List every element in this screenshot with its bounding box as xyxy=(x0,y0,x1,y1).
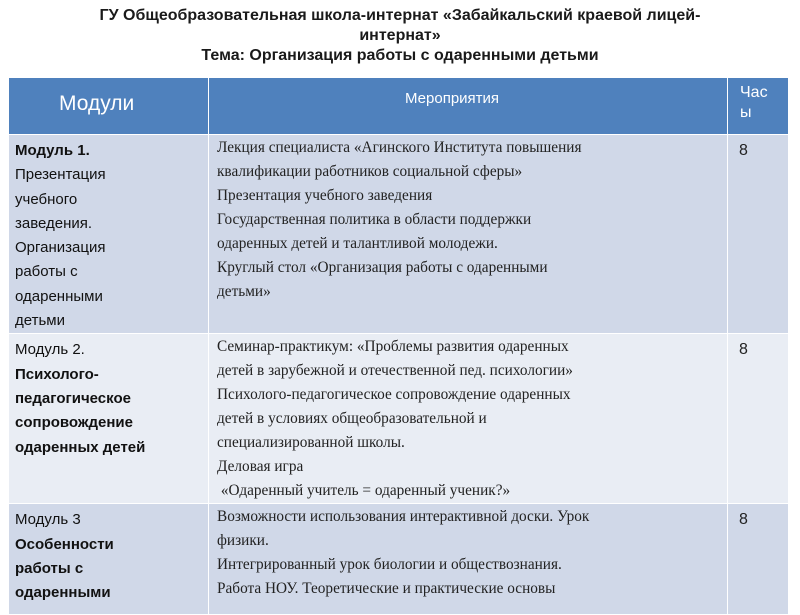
events-cell xyxy=(209,334,728,504)
module-line: сопровождение xyxy=(15,414,134,432)
hours-cell xyxy=(728,504,789,615)
module-cell xyxy=(9,334,209,504)
event-line: Государственная политика в области поддержки xyxy=(217,211,532,228)
module-label: Модуль 2. xyxy=(15,341,85,359)
event-line: Круглый стол «Организация работы с одаренными xyxy=(217,259,548,276)
event-line: Возможности использования интерактивной доски. Урок xyxy=(217,508,590,526)
table-row xyxy=(9,334,789,504)
modules-table xyxy=(8,77,789,615)
event-line: квалификации работников социальной сферы» xyxy=(217,163,523,180)
module-line: педагогическое xyxy=(15,389,131,407)
title-line-2: интернат» xyxy=(359,27,441,44)
event-line: детей в зарубежной и отечественной пед. психологии» xyxy=(217,362,573,380)
module-cell xyxy=(9,135,209,334)
event-line: одаренных детей и талантливой молодежи. xyxy=(217,235,498,252)
module-line: Организация xyxy=(15,239,106,257)
column-header-hours xyxy=(728,78,789,135)
module-line: одаренными xyxy=(15,287,103,305)
module-line: Психолого- xyxy=(15,365,99,383)
event-line: Презентация учебного заведения xyxy=(217,187,433,204)
events-cell xyxy=(209,135,728,334)
module-label: Модуль 1. xyxy=(15,142,90,159)
module-line: работы с xyxy=(15,559,84,577)
module-cell xyxy=(9,504,209,615)
module-line: учебного xyxy=(15,190,78,208)
event-line: Лекция специалиста «Агинского Института повышения xyxy=(217,139,582,156)
table-row xyxy=(9,135,789,334)
event-line: специализированной школы. xyxy=(217,434,405,452)
event-line: Семинар-практикум: «Проблемы развития одаренных xyxy=(217,338,569,356)
module-line: работы с xyxy=(15,263,78,281)
hours-value: 8 xyxy=(739,142,748,159)
module-line: одаренными xyxy=(15,584,111,602)
title-line-1: ГУ Общеобразовательная школа-интернат «Забайкальский краевой лицей- xyxy=(99,7,701,24)
slide-title xyxy=(0,6,800,66)
hours-header-line-1: Час xyxy=(740,84,768,101)
hours-value: 8 xyxy=(739,341,748,359)
hours-cell xyxy=(728,334,789,504)
module-label: Модуль 3 xyxy=(15,511,81,529)
events-cell xyxy=(209,504,728,615)
event-line: «Одаренный учитель = одаренный ученик?» xyxy=(217,482,511,500)
table-header-row xyxy=(9,78,789,135)
column-header-modules: Модули xyxy=(9,78,209,135)
hours-header-line-2: ы xyxy=(740,104,752,121)
event-line: Деловая игра xyxy=(217,458,304,476)
event-line: Работа НОУ. Теоретические и практические основы xyxy=(217,580,556,598)
hours-cell xyxy=(728,135,789,334)
module-line: детьми xyxy=(15,312,65,330)
event-line: Интегрированный урок биологии и обществознания. xyxy=(217,556,562,574)
event-line: Психолого-педагогическое сопровождение одаренных xyxy=(217,386,571,404)
column-header-events: Мероприятия xyxy=(209,78,728,135)
module-line: одаренных детей xyxy=(15,438,146,456)
event-line: детьми» xyxy=(217,283,271,300)
title-line-3: Тема: Организация работы с одаренными детьми xyxy=(201,47,599,64)
table-row xyxy=(9,504,789,615)
event-line: детей в условиях общеобразовательной и xyxy=(217,410,487,428)
module-line: Особенности xyxy=(15,535,114,553)
hours-value: 8 xyxy=(739,511,748,529)
module-line: Презентация xyxy=(15,166,106,184)
event-line: физики. xyxy=(217,532,269,550)
module-line: заведения. xyxy=(15,214,93,232)
